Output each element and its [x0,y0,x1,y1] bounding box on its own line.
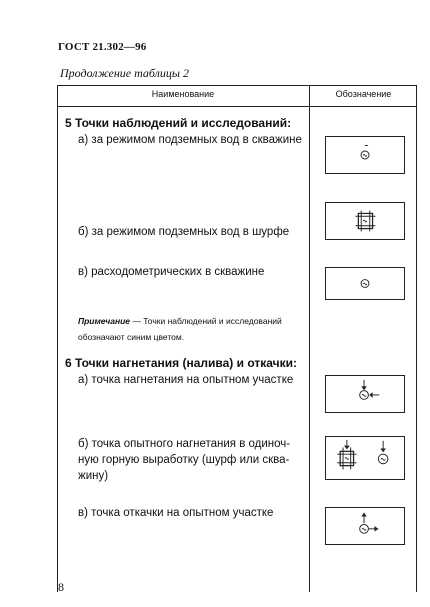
standard-code: ГОСТ 21.302—96 [58,41,147,53]
table-continuation-caption: Продолжение таблицы 2 [60,66,190,80]
column-divider [309,85,310,592]
pumping-site-icon [326,508,404,544]
section5-item-b: б) за режимом подземных вод в шурфе [78,226,290,238]
note-label: Примечание [78,316,131,326]
header-name-column: Наименование [151,89,215,99]
section5-note-line2: обозначают синим цветом. [78,332,185,342]
section6-item-c: в) точка откачки на опытном участке [78,507,274,519]
section6-item-b-line2: ную горную выработку (шурф или сква- [78,454,290,466]
flowmeter-well-icon [326,268,404,299]
note-text-line1: — Точки наблюдений и исследований [130,316,282,326]
section5-item-c: в) расходометрических в скважине [78,266,265,278]
observation-well-icon [326,137,404,173]
section6-item-b-line1: б) точка опытного нагнетания в одиноч- [78,438,291,450]
symbol-pumping-site [325,507,405,545]
single-working-injection-icon [326,437,404,479]
symbol-observation-pit [325,202,405,240]
section6-item-b-line3: жину) [78,470,109,482]
symbol-flowmeter-well [325,267,405,300]
section5-item-a: а) за режимом подземных вод в скважине [78,134,302,146]
section6-title: 6 Точки нагнетания (налива) и откачки: [65,356,297,370]
symbol-observation-well [325,136,405,174]
observation-pit-icon [326,203,404,239]
section6-item-a: а) точка нагнетания на опытном участке [78,374,294,386]
symbol-single-working-injection [325,436,405,480]
header-symbol-column: Обозначение [335,89,392,99]
section5-title: 5 Точки наблюдений и исследований: [65,116,292,130]
injection-site-icon [326,376,404,412]
section5-note-line1 [78,313,282,329]
page-number: 8 [58,580,64,594]
symbol-injection-site [325,375,405,413]
